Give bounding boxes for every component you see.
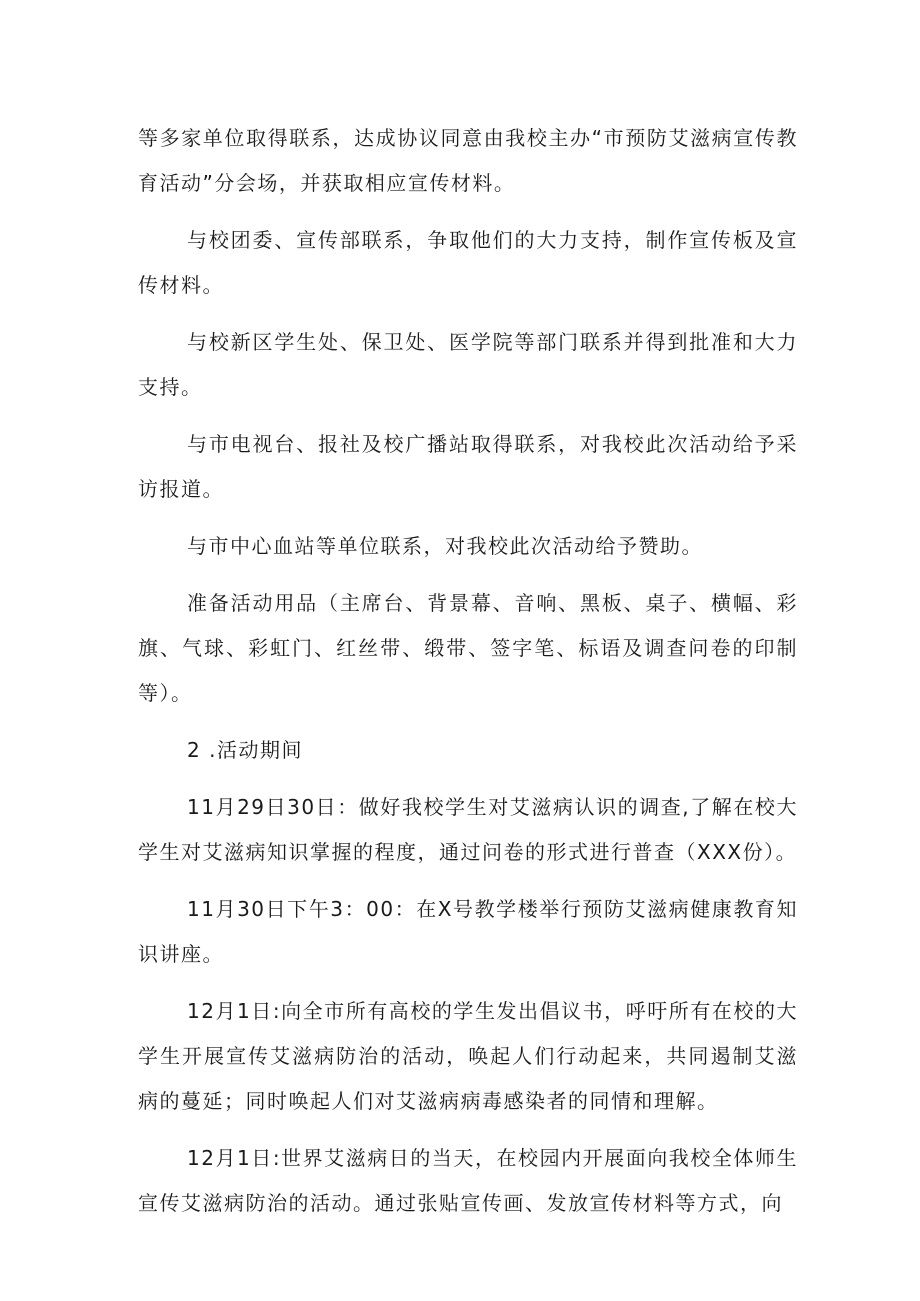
paragraph-dec-1-initiative: 12月1日:向全市所有高校的学生发出倡议书，呼吁所有在校的大学生开展宣传艾滋病防治的活动，唤起人们行动起来，共同遏制艾滋病的蔓延；同时唤起人们对艾滋病病毒感染者的同情和理解。 xyxy=(138,999,798,1113)
paragraph-youth-league: 与校团委、宣传部联系，争取他们的大力支持，制作宣传板及宣传材料。 xyxy=(138,228,798,297)
paragraph-dec-1-world-aids-day: 12月1日:世界艾滋病日的当天，在校园内开展面向我校全体师生宣传艾滋病防治的活动。通过张贴宣传画、发放宣传材料等方式，向 xyxy=(138,1146,798,1215)
paragraph-supplies: 准备活动用品（主席台、背景幕、音响、黑板、桌子、横幅、彩旗、气球、彩虹门、红丝带、缎带、签字笔、标语及调查问卷的印制等）。 xyxy=(138,591,798,705)
paragraph-nov-29-30: 11月29日30日：做好我校学生对艾滋病认识的调查,了解在校大学生对艾滋病知识掌握的程度，通过问卷的形式进行普查（XXX份）。 xyxy=(138,795,798,864)
section-heading-activity-period: 2 .活动期间 xyxy=(187,738,303,762)
paragraph-media-contact: 与市电视台、报社及校广播站取得联系，对我校此次活动给予采访报道。 xyxy=(138,432,798,501)
document-body xyxy=(138,116,798,1238)
paragraph-new-campus-depts: 与校新区学生处、保卫处、医学院等部门联系并得到批准和大力支持。 xyxy=(138,330,798,399)
paragraph-blood-station: 与市中心血站等单位联系，对我校此次活动给予赞助。 xyxy=(187,534,703,558)
paragraph-nov-30-lecture: 11月30日下午3：00：在X号教学楼举行预防艾滋病健康教育知识讲座。 xyxy=(138,897,798,966)
paragraph-continuation: 等多家单位取得联系，达成协议同意由我校主办“市预防艾滋病宣传教育活动”分会场，并获取相应宣传材料。 xyxy=(138,126,798,195)
